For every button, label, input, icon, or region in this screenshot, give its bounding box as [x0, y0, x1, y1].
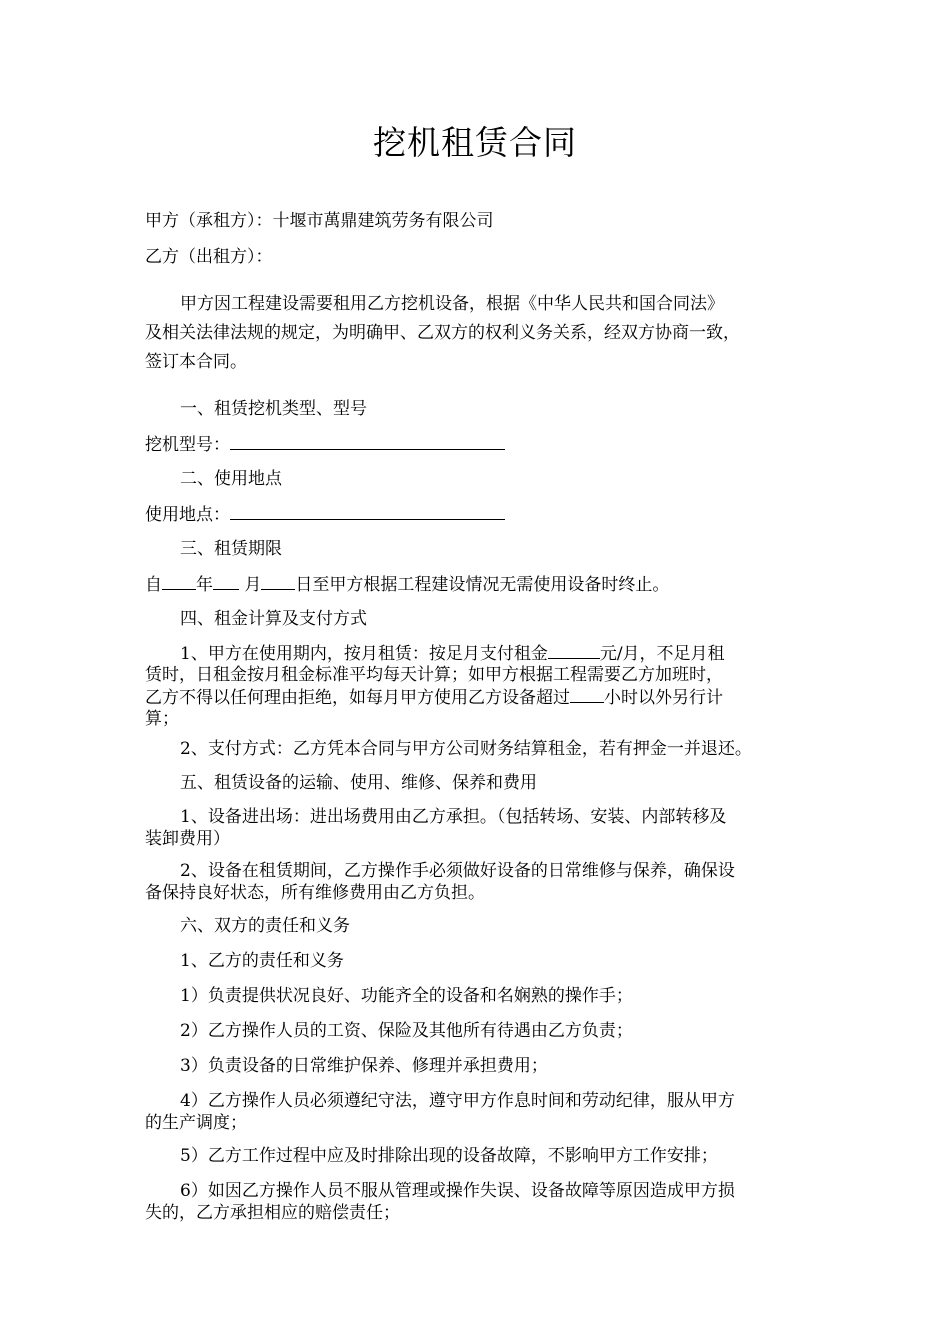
term-from-text: 自: [145, 575, 162, 595]
usage-location-field: [145, 503, 815, 526]
section-5-heading: 五、租赁设备的运输、使用、维修、保养和费用: [180, 773, 537, 793]
section-3-heading: 三、租赁期限: [180, 539, 282, 559]
duty-item-4-line-2: 的生产调度；: [145, 1113, 247, 1133]
duty-item-6-line-2: 失的，乙方承担相应的赔偿责任；: [145, 1203, 400, 1223]
rent-clause-line-3: [145, 686, 815, 709]
term-year-text: 年: [196, 575, 213, 595]
term-end-text: 日至甲方根据工程建设情况无需使用设备时终止。: [295, 575, 670, 595]
rent-clause-text-d: 小时以外另行计: [604, 688, 723, 708]
section-1-heading: 一、租赁挖机类型、型号: [180, 399, 367, 419]
duty-item-3: 3）负责设备的日常维护保养、修理并承担费用；: [180, 1056, 548, 1076]
maintenance-line-2: 备保持良好状态，所有维修费用由乙方负担。: [145, 883, 485, 903]
rent-clause-line-4: 算；: [145, 709, 179, 729]
overtime-hours-blank: [570, 686, 604, 703]
duty-item-2: 2）乙方操作人员的工资、保险及其他所有待遇由乙方负责；: [180, 1021, 633, 1041]
duty-item-5: 5）乙方工作过程中应及时排除出现的设备故障，不影响甲方工作安排；: [180, 1146, 718, 1166]
monthly-rent-blank: [548, 642, 600, 659]
usage-location-blank: [230, 503, 505, 520]
usage-location-label: 使用地点：: [145, 505, 230, 525]
rent-clause-text-b: 元/月，不足月租: [599, 644, 725, 664]
section-6-heading: 六、双方的责任和义务: [180, 916, 350, 936]
day-blank: [261, 573, 295, 590]
excavator-model-field: [145, 433, 815, 456]
rent-clause-text-a: 1、甲方在使用期内，按月租赁：按足月支付租金: [180, 644, 548, 664]
intro-line-1: 甲方因工程建设需要租用乙方挖机设备，根据《中华人民共和国合同法》: [180, 294, 724, 314]
duty-item-4-line-1: 4）乙方操作人员必须遵纪守法，遵守甲方作息时间和劳动纪律，服从甲方: [180, 1091, 735, 1111]
document-title: 挖机租赁合同: [373, 123, 577, 162]
party-b-line: 乙方（出租方）：: [145, 247, 273, 267]
party-a-line: 甲方（承租方）：十堰市萬鼎建筑劳务有限公司: [145, 211, 494, 231]
lease-term-line: [145, 573, 815, 596]
term-month-text: 月: [244, 575, 262, 595]
rent-clause-text-c: 乙方不得以任何理由拒绝，如每月甲方使用乙方设备超过: [145, 688, 570, 708]
party-b-duties-heading: 1、乙方的责任和义务: [180, 951, 344, 971]
payment-method-line: 2、支付方式：乙方凭本合同与甲方公司财务结算租金，若有押金一并退还。: [180, 739, 752, 759]
intro-line-2: 及相关法律法规的规定，为明确甲、乙双方的权利义务关系，经双方协商一致，: [145, 323, 740, 343]
section-4-heading: 四、租金计算及支付方式: [180, 609, 367, 629]
excavator-model-blank: [230, 433, 505, 450]
month-blank: [213, 573, 239, 590]
section-2-heading: 二、使用地点: [180, 469, 282, 489]
duty-item-1: 1）负责提供状况良好、功能齐全的设备和名娴熟的操作手；: [180, 986, 633, 1006]
maintenance-line-1: 2、设备在租赁期间，乙方操作手必须做好设备的日常维修与保养，确保设: [180, 861, 735, 881]
year-blank: [162, 573, 196, 590]
entry-exit-line-2: 装卸费用）: [145, 829, 230, 849]
rent-clause-line-2: 赁时，日租金按月租金标准平均每天计算；如甲方根据工程需要乙方加班时，: [145, 665, 723, 685]
intro-line-3: 签订本合同。: [145, 352, 247, 372]
duty-item-6-line-1: 6）如因乙方操作人员不服从管理或操作失误、设备故障等原因造成甲方损: [180, 1181, 735, 1201]
entry-exit-line-1: 1、设备进出场：进出场费用由乙方承担。（包括转场、安装、内部转移及: [180, 807, 727, 827]
excavator-model-label: 挖机型号：: [145, 435, 230, 455]
rent-clause-line-1: [180, 642, 820, 665]
